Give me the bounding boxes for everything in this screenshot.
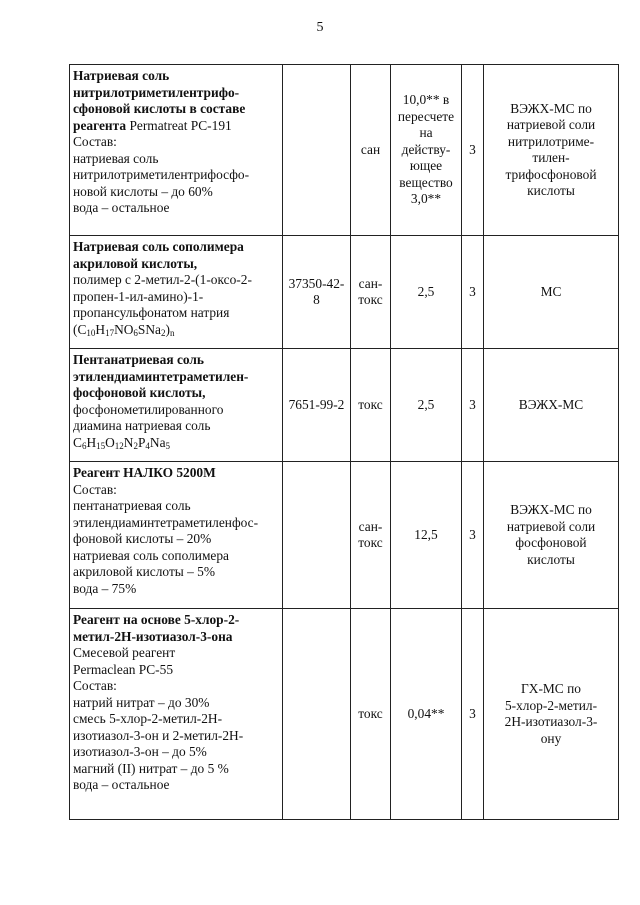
table-row	[70, 609, 619, 820]
hazard-class-cell: 3	[462, 65, 484, 236]
method-line: 5-хлор-2-метил-	[504, 697, 598, 713]
composition-line: этилендиаминтетраметиленфос-	[73, 514, 259, 530]
substance-name-cell	[70, 349, 283, 462]
substance-name-bold-part: реагента	[73, 117, 127, 133]
limit-value-line: пересчете	[397, 108, 455, 124]
limit-value-cell	[391, 609, 462, 820]
substance-name-line: акриловой кислоты,	[73, 255, 198, 271]
method-line: натриевой соли	[506, 518, 596, 534]
composition-line: смесь 5-хлор-2-метил-2Н-	[73, 711, 223, 726]
composition-line: вода – остальное	[73, 777, 170, 792]
hazard-sign-cell	[351, 349, 391, 462]
limit-value-line: 2,5	[417, 396, 435, 412]
limit-value-line: вещество	[399, 174, 453, 190]
limit-value-line: 0,04**	[407, 705, 445, 721]
substance-name-line: Реагент на основе 5-хлор-2-	[73, 612, 240, 627]
substance-name-cell	[70, 236, 283, 349]
substance-name-line: Реагент НАЛКО 5200М	[73, 465, 216, 480]
composition-line: Состав:	[73, 481, 117, 497]
composition-line: фоновой кислоты – 20%	[73, 531, 212, 546]
method-line: кислоты	[527, 551, 575, 567]
method-line: ГХ-МС по	[521, 681, 581, 696]
limit-value-cell	[391, 236, 462, 349]
hazard-sign: токс	[358, 396, 383, 412]
hazard-sign-cell	[351, 609, 391, 820]
cas-number-line: 37350-42-	[288, 275, 345, 291]
hazard-class-cell: 3	[462, 462, 484, 609]
composition-line: пентанатриевая соль	[73, 498, 191, 513]
hazard-sign: сан-	[358, 275, 383, 291]
limit-value-line: 12,5	[414, 526, 438, 542]
hazard-sign: сан-	[358, 518, 383, 534]
method-line: натриевой соли	[506, 117, 596, 132]
method-line: фосфоновой	[515, 535, 587, 550]
composition-line: натрий нитрат – до 30%	[73, 694, 210, 710]
limit-value-cell	[391, 65, 462, 236]
hazard-sign-cell	[351, 236, 391, 349]
composition-line: вода – остальное	[73, 200, 170, 215]
composition-line: натриевая соль сополимера	[73, 547, 230, 563]
table-row	[70, 462, 619, 609]
hazard-sign: токс	[358, 535, 383, 550]
method-line: ВЭЖХ-МС по	[510, 502, 592, 517]
substance-name-cell	[70, 65, 283, 236]
page-number: 5	[316, 20, 324, 35]
composition-line: нитрилотриметилентрифосфо-	[73, 167, 250, 182]
composition-line: Смесевой реагент	[73, 645, 176, 660]
hazard-sign: сан	[360, 141, 381, 157]
description-line: фосфонометилированного	[73, 401, 224, 417]
cas-number-line: 8	[313, 292, 320, 307]
limit-value-line: 3,0**	[410, 191, 442, 207]
cas-number-cell	[283, 236, 351, 349]
cas-number-cell	[283, 65, 351, 236]
chemical-formula: $(C_{10}H_{17}NO_6SNa_2)_n$	[73, 321, 175, 338]
substance-name-line: метил-2Н-изотиазол-3-она	[73, 628, 233, 644]
substance-name-line: фосфоновой кислоты,	[73, 385, 206, 400]
method-line: нитрилотриме-	[507, 133, 595, 149]
method-line: 2Н-изотиазол-3-	[504, 714, 598, 729]
method-cell	[484, 349, 619, 462]
composition-line: вода – 75%	[73, 580, 137, 596]
method-line: ону	[540, 730, 562, 746]
limit-value-cell	[391, 462, 462, 609]
hazard-class-cell: 3	[462, 236, 484, 349]
hazard-sign-cell	[351, 65, 391, 236]
limit-value-cell	[391, 349, 462, 462]
limit-value-line: действу-	[401, 141, 451, 157]
substance-name-cell	[70, 462, 283, 609]
composition-line: магний (II) нитрат – до 5 %	[73, 760, 229, 776]
composition-line: Состав:	[73, 134, 117, 149]
description-line: пропен-1-ил-амино)-1-	[73, 288, 204, 304]
description-line: пропансульфонатом натрия	[73, 305, 230, 320]
method-line: МС	[540, 283, 562, 299]
substance-name-line: этилендиаминтетраметилен-	[73, 368, 249, 384]
hazard-sign: токс	[358, 705, 383, 721]
composition-line: Permaclean PC-55	[73, 661, 174, 677]
method-line: ВЭЖХ-МС по	[510, 100, 592, 116]
method-cell	[484, 65, 619, 236]
hazard-sign-cell	[351, 462, 391, 609]
method-line: ВЭЖХ-МС	[518, 396, 584, 412]
composition-line: изотиазол-3-он – до 5%	[73, 744, 207, 759]
cas-number-cell	[283, 349, 351, 462]
method-line: кислоты	[527, 183, 575, 198]
table-row	[70, 236, 619, 349]
limit-value-line: 10,0** в	[402, 92, 450, 108]
method-line: тилен-	[532, 150, 570, 165]
composition-line: изотиазол-3-он и 2-метил-2Н-	[73, 727, 244, 743]
substance-name-line	[73, 118, 280, 135]
description-line: диамина натриевая соль	[73, 418, 211, 433]
method-cell	[484, 462, 619, 609]
hazard-class-cell: 3	[462, 609, 484, 820]
composition-line: акриловой кислоты – 5%	[73, 564, 216, 579]
cas-number-line: 7651-99-2	[288, 396, 345, 412]
cas-number-cell	[283, 609, 351, 820]
substance-name-line: нитрилотриметилентрифо-	[73, 84, 240, 100]
cas-number-cell	[283, 462, 351, 609]
composition-line: Состав:	[73, 678, 117, 693]
method-cell	[484, 609, 619, 820]
composition-line: натриевая соль	[73, 150, 159, 166]
method-line: трифосфоновой	[505, 166, 597, 182]
table-row	[70, 349, 619, 462]
limit-value-line: 2,5	[417, 283, 435, 299]
chemical-formula: $C_6H_{15}O_{12}N_2P_4Na_5$	[73, 434, 171, 451]
hazard-class-cell: 3	[462, 349, 484, 462]
method-cell	[484, 236, 619, 349]
description-line: полимер с 2-метил-2-(1-оксо-2-	[73, 272, 252, 287]
composition-line: новой кислоты – до 60%	[73, 183, 213, 199]
table-row	[70, 65, 619, 236]
limit-value-line: на	[419, 125, 433, 141]
substance-name-line: Пентанатриевая соль	[73, 352, 204, 367]
substances-table	[69, 64, 619, 820]
hazard-sign: токс	[358, 292, 383, 307]
substance-name-normal-part: Permatreat PC-191	[126, 117, 232, 133]
limit-value-line: ющее	[409, 158, 443, 174]
substance-name-line: сфоновой кислоты в составе	[73, 101, 246, 116]
substance-name-line: Натриевая соль сополимера	[73, 239, 244, 254]
substance-name-cell	[70, 609, 283, 820]
substance-name-line: Натриевая соль	[73, 68, 170, 83]
